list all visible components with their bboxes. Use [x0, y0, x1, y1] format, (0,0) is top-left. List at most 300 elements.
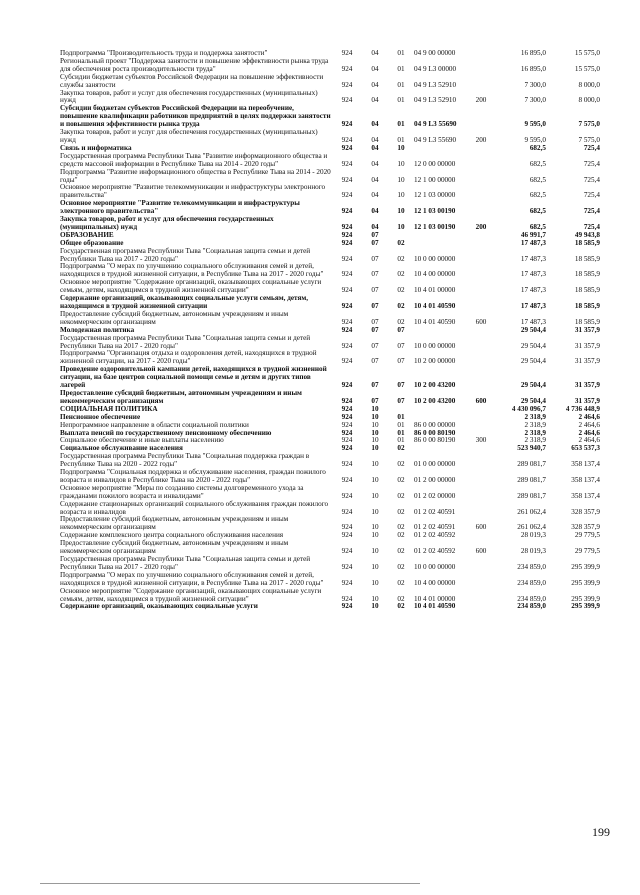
- row-section: 07: [371, 270, 379, 279]
- row-amount-year1: 17 487,3: [520, 238, 546, 247]
- row-expense-type: [472, 572, 490, 588]
- row-target-article: [414, 445, 472, 453]
- row-subsection: 01: [397, 80, 405, 89]
- row-ministry-code: 924: [341, 317, 353, 326]
- row-subsection: 07: [397, 381, 405, 390]
- row-target-article: 86 0 00 80190: [414, 436, 456, 445]
- row-name: Выплата пенсий по государственному пенсионному обеспечению: [60, 428, 272, 437]
- row-amount-year2: 725,4: [583, 175, 600, 184]
- row-target-article: 10 4 01 40590: [414, 317, 456, 326]
- row-section: 04: [371, 96, 379, 105]
- table-row: [60, 248, 600, 264]
- row-amount-year2: 18 585,9: [574, 238, 600, 247]
- row-ministry-code: 924: [341, 578, 353, 587]
- row-section: 10: [371, 436, 379, 445]
- row-amount-year1: 2 318,9: [524, 420, 546, 429]
- table-row: [60, 390, 600, 406]
- row-target-article: 86 0 00 80190: [414, 428, 456, 437]
- row-subsection: 10: [397, 143, 405, 152]
- row-ministry-code: 924: [341, 357, 353, 366]
- row-ministry-code: 924: [341, 135, 353, 144]
- row-name: Государственная программа Республики Тыва "Социальная защита семьи и детей Республики Тыва на 2017 - 2020 годы": [60, 246, 311, 263]
- row-section: 04: [371, 191, 379, 200]
- row-name: Содержание стационарных организаций социального обслуживания граждан пожилого возраста и инвалидов: [60, 499, 329, 516]
- row-section: 07: [371, 286, 379, 295]
- table-row: [60, 90, 600, 106]
- row-expense-type: [472, 414, 490, 422]
- row-target-article: 04 9 L3 55690: [414, 135, 457, 144]
- row-name: Подпрограмма "Социальная поддержка и обслуживание населения, граждан пожилого возраста и инвалидов в Республике Тыва на 2020 - 2022 годы": [60, 468, 326, 484]
- row-subsection: 02: [397, 594, 405, 603]
- row-ministry-code: 924: [341, 238, 353, 247]
- row-amount-year2: 29 779,5: [574, 531, 600, 540]
- table-row: [60, 74, 600, 90]
- row-amount-year2: 653 537,3: [571, 444, 600, 453]
- row-amount-year2: 18 585,9: [574, 270, 600, 279]
- row-section: 10: [371, 547, 379, 556]
- row-name: Предоставление субсидий бюджетным, автономным учреждениям и иным некоммерческим организациям: [60, 388, 302, 405]
- row-subsection: 01: [397, 436, 405, 445]
- row-target-article: 10 2 00 43200: [414, 381, 456, 390]
- row-section: 10: [371, 491, 379, 500]
- row-name: Предоставление субсидий бюджетным, автономным учреждениям и иным некоммерческим организациям: [60, 539, 289, 556]
- row-section: 10: [371, 420, 379, 429]
- row-expense-type: [472, 169, 490, 185]
- row-name: Основное мероприятие "Развитие телекоммуникации и инфраструктуры электронного правительства": [60, 199, 300, 216]
- row-amount-year2: 725,4: [583, 143, 600, 152]
- row-amount-year1: 682,5: [529, 175, 546, 184]
- row-name: Государственная программа Республики Тыва "Развитие информационного общества и средств массовой информации в Республике Тыва на 2014 - 2020 годы": [60, 151, 328, 168]
- row-ministry-code: 924: [341, 523, 353, 532]
- row-amount-year1: 29 504,4: [520, 396, 546, 405]
- row-ministry-code: 924: [341, 175, 353, 184]
- row-section: 04: [371, 64, 379, 73]
- row-name: Подпрограмма "О мерах по улучшению социального обслуживания семей и детей, находящихся в трудной жизненной ситуации, в Республике Тыва на 2017 - 2020 годы": [60, 570, 324, 587]
- row-expense-type: [472, 501, 490, 517]
- table-row: [60, 169, 600, 185]
- table-row: [60, 129, 600, 145]
- row-expense-type: [472, 105, 490, 129]
- row-name: Непрограммное направление в области социальной политики: [60, 420, 249, 429]
- row-expense-type: [472, 556, 490, 572]
- row-amount-year1: 2 318,9: [524, 436, 546, 445]
- budget-table: [60, 50, 600, 611]
- row-amount-year2: 7 575,0: [578, 135, 600, 144]
- row-ministry-code: 924: [341, 428, 353, 437]
- row-subsection: 01: [397, 49, 405, 57]
- row-target-article: 12 1 03 00000: [414, 191, 456, 200]
- row-amount-year1: 7 300,0: [524, 96, 546, 105]
- row-name: Основное мероприятие "Содержание организаций, оказывающих социальные услуги семьям, детям, находящимся в трудной жизненной ситуации": [60, 586, 322, 603]
- row-section: 07: [371, 325, 379, 334]
- row-amount-year2: 31 357,9: [574, 341, 600, 350]
- table-row: [60, 335, 600, 351]
- row-subsection: 02: [397, 578, 405, 587]
- row-section: 04: [371, 80, 379, 89]
- row-expense-type: [472, 603, 490, 611]
- row-target-article: 04 9 L3 52910: [414, 96, 457, 105]
- row-amount-year1: 17 487,3: [520, 254, 546, 263]
- row-amount-year2: 18 585,9: [574, 317, 600, 326]
- row-target-article: [414, 145, 472, 153]
- row-amount-year1: 2 318,9: [524, 428, 546, 437]
- row-subsection: 10: [397, 222, 405, 231]
- row-amount-year2: 15 575,0: [574, 49, 600, 57]
- page-number: 199: [592, 825, 610, 839]
- row-subsection: 07: [397, 396, 405, 405]
- row-ministry-code: 924: [341, 143, 353, 152]
- row-subsection: 02: [397, 254, 405, 263]
- row-amount-year1: 17 487,3: [520, 317, 546, 326]
- row-amount-year1: 682,5: [529, 191, 546, 200]
- table-row: [60, 469, 600, 485]
- row-subsection: 10: [397, 191, 405, 200]
- row-name: Субсидии бюджетам субъектов Российской Федерации на повышение эффективности службы занятости: [60, 72, 324, 89]
- row-target-article: 12 1 03 00190: [414, 222, 456, 231]
- budget-table-body: [60, 50, 600, 611]
- row-target-article: [414, 406, 472, 414]
- table-row: [60, 105, 600, 129]
- row-expense-type: 300: [475, 436, 487, 445]
- row-ministry-code: 924: [341, 191, 353, 200]
- row-amount-year2: 7 575,0: [578, 120, 600, 129]
- row-target-article: 10 4 00 00000: [414, 578, 456, 587]
- row-ministry-code: 924: [341, 531, 353, 540]
- row-expense-type: [472, 588, 490, 604]
- row-target-article: 01 2 02 40592: [414, 547, 456, 556]
- row-ministry-code: 924: [341, 49, 353, 57]
- row-section: 10: [371, 562, 379, 571]
- row-amount-year2: 31 357,9: [574, 325, 600, 334]
- row-target-article: [414, 327, 472, 335]
- row-target-article: 10 2 00 43200: [414, 396, 456, 405]
- row-subsection: 02: [397, 547, 405, 556]
- row-subsection: 02: [397, 302, 405, 310]
- row-amount-year2: 18 585,9: [574, 254, 600, 263]
- row-target-article: 10 4 01 40590: [414, 302, 456, 310]
- row-expense-type: 600: [475, 317, 487, 326]
- row-amount-year2: 15 575,0: [574, 64, 600, 73]
- row-name: Предоставление субсидий бюджетным, автономным учреждениям и иным некоммерческим организациям: [60, 515, 289, 532]
- row-ministry-code: 924: [341, 396, 353, 405]
- row-ministry-code: 924: [341, 562, 353, 571]
- table-row: [60, 279, 600, 295]
- row-name: Подпрограмма "Организация отдыха и оздоровления детей, находящихся в трудной жизненной ситуации, на 2017 - 2020 годы": [60, 349, 317, 366]
- row-section: 07: [371, 238, 379, 247]
- row-target-article: 01 2 02 40591: [414, 507, 456, 516]
- table-row: [60, 153, 600, 169]
- row-amount-year1: 17 487,3: [520, 270, 546, 279]
- row-section: 10: [371, 594, 379, 603]
- row-ministry-code: 924: [341, 64, 353, 73]
- row-section: 07: [371, 396, 379, 405]
- row-amount-year2: 328 357,9: [571, 523, 600, 532]
- row-amount-year1: 682,5: [529, 143, 546, 152]
- row-expense-type: [472, 532, 490, 540]
- row-ministry-code: 924: [341, 420, 353, 429]
- row-amount-year1: 29 504,4: [520, 325, 546, 334]
- row-section: 10: [371, 412, 379, 421]
- row-subsection: 02: [397, 523, 405, 532]
- table-row: [60, 263, 600, 279]
- row-name: Связь и информатика: [60, 143, 132, 152]
- table-row: [60, 588, 600, 604]
- row-name: Подпрограмма "Развитие информационного общества в Республике Тыва на 2014 - 2020 годы": [60, 167, 331, 184]
- row-expense-type: [472, 327, 490, 335]
- row-subsection: 10: [397, 175, 405, 184]
- row-amount-year1: 16 895,0: [520, 49, 546, 57]
- row-name: Субсидии бюджетам субъектов Российской Федерации на переобучение, повышение квалификации работников предприятий в целях поддержки занятости и повышения эффективности рынка труда: [60, 104, 331, 129]
- row-name: Молодежная политика: [60, 325, 135, 334]
- row-expense-type: [472, 153, 490, 169]
- row-section: 04: [371, 49, 379, 57]
- row-amount-year2: 2 464,6: [578, 412, 600, 421]
- row-name: Закупка товаров, работ и услуг для обеспечения государственных (муниципальных) нужд: [60, 128, 318, 144]
- row-expense-type: 200: [475, 135, 487, 144]
- row-expense-type: [472, 453, 490, 469]
- row-section: 04: [371, 120, 379, 129]
- row-expense-type: [472, 366, 490, 390]
- row-section: 07: [371, 381, 379, 390]
- row-subsection: 02: [397, 286, 405, 295]
- row-section: 04: [371, 207, 379, 216]
- row-target-article: 10 0 00 00000: [414, 341, 456, 350]
- row-ministry-code: 924: [341, 547, 353, 556]
- row-amount-year1: 289 081,7: [517, 475, 546, 484]
- row-subsection: 01: [397, 412, 405, 421]
- row-expense-type: [472, 184, 490, 200]
- row-amount-year1: 289 081,7: [517, 460, 546, 469]
- row-expense-type: [472, 58, 490, 74]
- table-row: [60, 485, 600, 501]
- row-section: 04: [371, 175, 379, 184]
- row-subsection: 01: [397, 120, 405, 129]
- row-expense-type: [472, 232, 490, 240]
- table-row: [60, 540, 600, 556]
- row-target-article: 10 4 01 00000: [414, 286, 456, 295]
- row-ministry-code: 924: [341, 254, 353, 263]
- row-amount-year1: 29 504,4: [520, 357, 546, 366]
- row-amount-year1: 17 487,3: [520, 286, 546, 295]
- row-ministry-code: 924: [341, 491, 353, 500]
- row-expense-type: 200: [475, 222, 487, 231]
- row-name: Социальное обслуживание населения: [60, 444, 183, 453]
- row-amount-year2: 725,4: [583, 191, 600, 200]
- row-target-article: 04 9 L3 52910: [414, 80, 457, 89]
- row-name: Региональный проект "Поддержка занятости и повышение эффективности рынка труда для обеспечения роста производительности труда": [60, 56, 329, 73]
- row-target-article: 12 1 03 00190: [414, 207, 456, 216]
- row-amount-year1: 289 081,7: [517, 491, 546, 500]
- row-target-article: 01 2 02 40592: [414, 531, 456, 540]
- row-ministry-code: 924: [341, 325, 353, 334]
- row-target-article: 04 9 L3 00000: [414, 64, 457, 73]
- row-subsection: 10: [397, 207, 405, 216]
- row-section: 10: [371, 444, 379, 453]
- row-amount-year2: 295 399,9: [571, 578, 600, 587]
- row-ministry-code: 924: [341, 120, 353, 129]
- row-expense-type: [472, 485, 490, 501]
- table-row: [60, 184, 600, 200]
- row-name: Подпрограмма "Производительность труда и поддержка занятости": [60, 49, 268, 57]
- row-ministry-code: 924: [341, 602, 353, 611]
- row-amount-year2: 328 357,9: [571, 507, 600, 516]
- row-amount-year1: 4 430 096,7: [511, 404, 546, 413]
- row-subsection: 01: [397, 135, 405, 144]
- row-amount-year1: 682,5: [529, 207, 546, 216]
- row-amount-year1: 28 019,3: [520, 547, 546, 556]
- row-subsection: 02: [397, 317, 405, 326]
- row-ministry-code: 924: [341, 302, 353, 310]
- row-amount-year2: 358 137,4: [571, 491, 600, 500]
- row-amount-year2: 31 357,9: [574, 381, 600, 390]
- row-target-article: 01 2 02 40591: [414, 523, 456, 532]
- row-expense-type: [472, 350, 490, 366]
- row-section: 10: [371, 531, 379, 540]
- row-target-article: 10 4 00 00000: [414, 270, 456, 279]
- row-expense-type: [472, 200, 490, 216]
- row-name: Основное мероприятие "Содержание организаций, оказывающих социальные услуги семьям, детям, находящимся в трудной жизненной ситуации": [60, 278, 322, 295]
- row-section: 04: [371, 135, 379, 144]
- footer-rule: [40, 883, 420, 884]
- table-row: [60, 58, 600, 74]
- row-subsection: 01: [397, 420, 405, 429]
- row-amount-year1: 234 859,0: [517, 594, 546, 603]
- row-subsection: 07: [397, 325, 405, 334]
- row-subsection: 02: [397, 531, 405, 540]
- row-section: 10: [371, 428, 379, 437]
- row-name: Государственная программа Республики Тыва "Социальная защита семьи и детей Республики Тыва на 2017 - 2020 годы": [60, 555, 311, 571]
- row-subsection: 07: [397, 357, 405, 366]
- row-section: 10: [371, 507, 379, 516]
- row-amount-year1: 17 487,3: [520, 302, 546, 310]
- row-section: 04: [371, 143, 379, 152]
- row-amount-year1: 16 895,0: [520, 64, 546, 73]
- table-row: [60, 556, 600, 572]
- row-section: 04: [371, 159, 379, 168]
- row-section: 04: [371, 222, 379, 231]
- row-expense-type: [472, 406, 490, 414]
- row-subsection: 02: [397, 444, 405, 453]
- row-target-article: 10 4 01 00000: [414, 594, 456, 603]
- row-subsection: 02: [397, 270, 405, 279]
- row-amount-year2: 29 779,5: [574, 547, 600, 556]
- row-expense-type: [472, 50, 490, 58]
- row-amount-year1: 682,5: [529, 159, 546, 168]
- row-amount-year1: 46 991,7: [520, 230, 546, 239]
- row-name: Пенсионное обеспечение: [60, 412, 141, 421]
- row-amount-year2: 725,4: [583, 207, 600, 216]
- row-amount-year1: 682,5: [529, 222, 546, 231]
- row-section: 10: [371, 404, 379, 413]
- row-subsection: 02: [397, 460, 405, 469]
- row-section: 10: [371, 602, 379, 611]
- row-section: 07: [371, 357, 379, 366]
- row-subsection: 07: [397, 341, 405, 350]
- row-amount-year1: 9 595,0: [524, 135, 546, 144]
- row-ministry-code: 924: [341, 230, 353, 239]
- row-expense-type: [472, 74, 490, 90]
- table-row: [60, 311, 600, 327]
- row-subsection: 02: [397, 562, 405, 571]
- row-target-article: 12 1 00 00000: [414, 175, 456, 184]
- table-row: [60, 366, 600, 390]
- row-expense-type: [472, 240, 490, 248]
- row-amount-year1: 234 859,0: [517, 602, 546, 611]
- row-target-article: 04 9 L3 55690: [414, 120, 457, 129]
- row-expense-type: [472, 279, 490, 295]
- row-amount-year1: 29 504,4: [520, 341, 546, 350]
- row-amount-year1: 523 940,7: [517, 444, 546, 453]
- row-ministry-code: 924: [341, 436, 353, 445]
- row-name: Государственная программа Республики Тыва "Социальная защита семьи и детей Республики Тыва на 2017 - 2020 годы": [60, 333, 311, 350]
- row-amount-year2: 18 585,9: [574, 302, 600, 310]
- row-expense-type: 600: [475, 523, 487, 532]
- row-expense-type: [472, 295, 490, 311]
- row-amount-year1: 234 859,0: [517, 578, 546, 587]
- row-subsection: 02: [397, 475, 405, 484]
- row-amount-year2: 725,4: [583, 159, 600, 168]
- row-section: 10: [371, 460, 379, 469]
- row-target-article: 10 4 01 40590: [414, 602, 456, 611]
- row-ministry-code: 924: [341, 286, 353, 295]
- row-ministry-code: 924: [341, 594, 353, 603]
- row-subsection: 10: [397, 159, 405, 168]
- row-amount-year2: 4 736 448,9: [565, 404, 600, 413]
- row-ministry-code: 924: [341, 159, 353, 168]
- row-name: Содержание комплексного центра социального обслуживания населения: [60, 531, 284, 540]
- row-subsection: 02: [397, 602, 405, 611]
- row-section: 07: [371, 302, 379, 310]
- row-name: Содержание организаций, оказывающих социальные услуги: [60, 602, 258, 611]
- row-amount-year1: 28 019,3: [520, 531, 546, 540]
- row-name: Содержание организаций, оказывающих социальные услуги семьям, детям, находящимся в трудной жизненной ситуации: [60, 294, 309, 310]
- row-expense-type: [472, 445, 490, 453]
- table-row: [60, 453, 600, 469]
- row-subsection: 02: [397, 491, 405, 500]
- row-amount-year2: 8 000,0: [578, 96, 600, 105]
- row-name: Социальное обеспечение и иные выплаты населению: [60, 436, 224, 445]
- table-row: [60, 295, 600, 311]
- row-section: 10: [371, 523, 379, 532]
- row-amount-year1: 9 595,0: [524, 120, 546, 129]
- row-ministry-code: 924: [341, 444, 353, 453]
- row-name: СОЦИАЛЬНАЯ ПОЛИТИКА: [60, 404, 158, 413]
- row-amount-year2: 2 464,6: [578, 436, 600, 445]
- row-expense-type: 200: [475, 96, 487, 105]
- table-row: [60, 200, 600, 216]
- row-section: 10: [371, 475, 379, 484]
- row-amount-year2: 31 357,9: [574, 357, 600, 366]
- row-name: Основное мероприятие "Меры по созданию системы долговременного ухода за гражданами пожилого возраста и инвалидами": [60, 483, 304, 500]
- row-section: 07: [371, 230, 379, 239]
- row-section: 07: [371, 341, 379, 350]
- row-amount-year2: 2 464,6: [578, 420, 600, 429]
- row-target-article: 01 2 02 00000: [414, 491, 456, 500]
- row-section: 07: [371, 317, 379, 326]
- row-target-article: 01 2 00 00000: [414, 475, 456, 484]
- row-name: Закупка товаров, работ и услуг для обеспечения государственных (муниципальных) нужд: [60, 88, 318, 105]
- row-amount-year2: 358 137,4: [571, 475, 600, 484]
- row-ministry-code: 924: [341, 404, 353, 413]
- row-name: Проведение оздоровительной кампании детей, находящихся в трудной жизненной ситуации, на базе центров социальной помощи семье и детям и других типов лагерей: [60, 365, 327, 390]
- row-expense-type: [472, 422, 490, 430]
- table-row: [60, 406, 600, 414]
- row-amount-year2: 295 399,9: [571, 562, 600, 571]
- row-ministry-code: 924: [341, 222, 353, 231]
- table-row: [60, 232, 600, 240]
- row-ministry-code: 924: [341, 270, 353, 279]
- row-amount-year2: 358 137,4: [571, 460, 600, 469]
